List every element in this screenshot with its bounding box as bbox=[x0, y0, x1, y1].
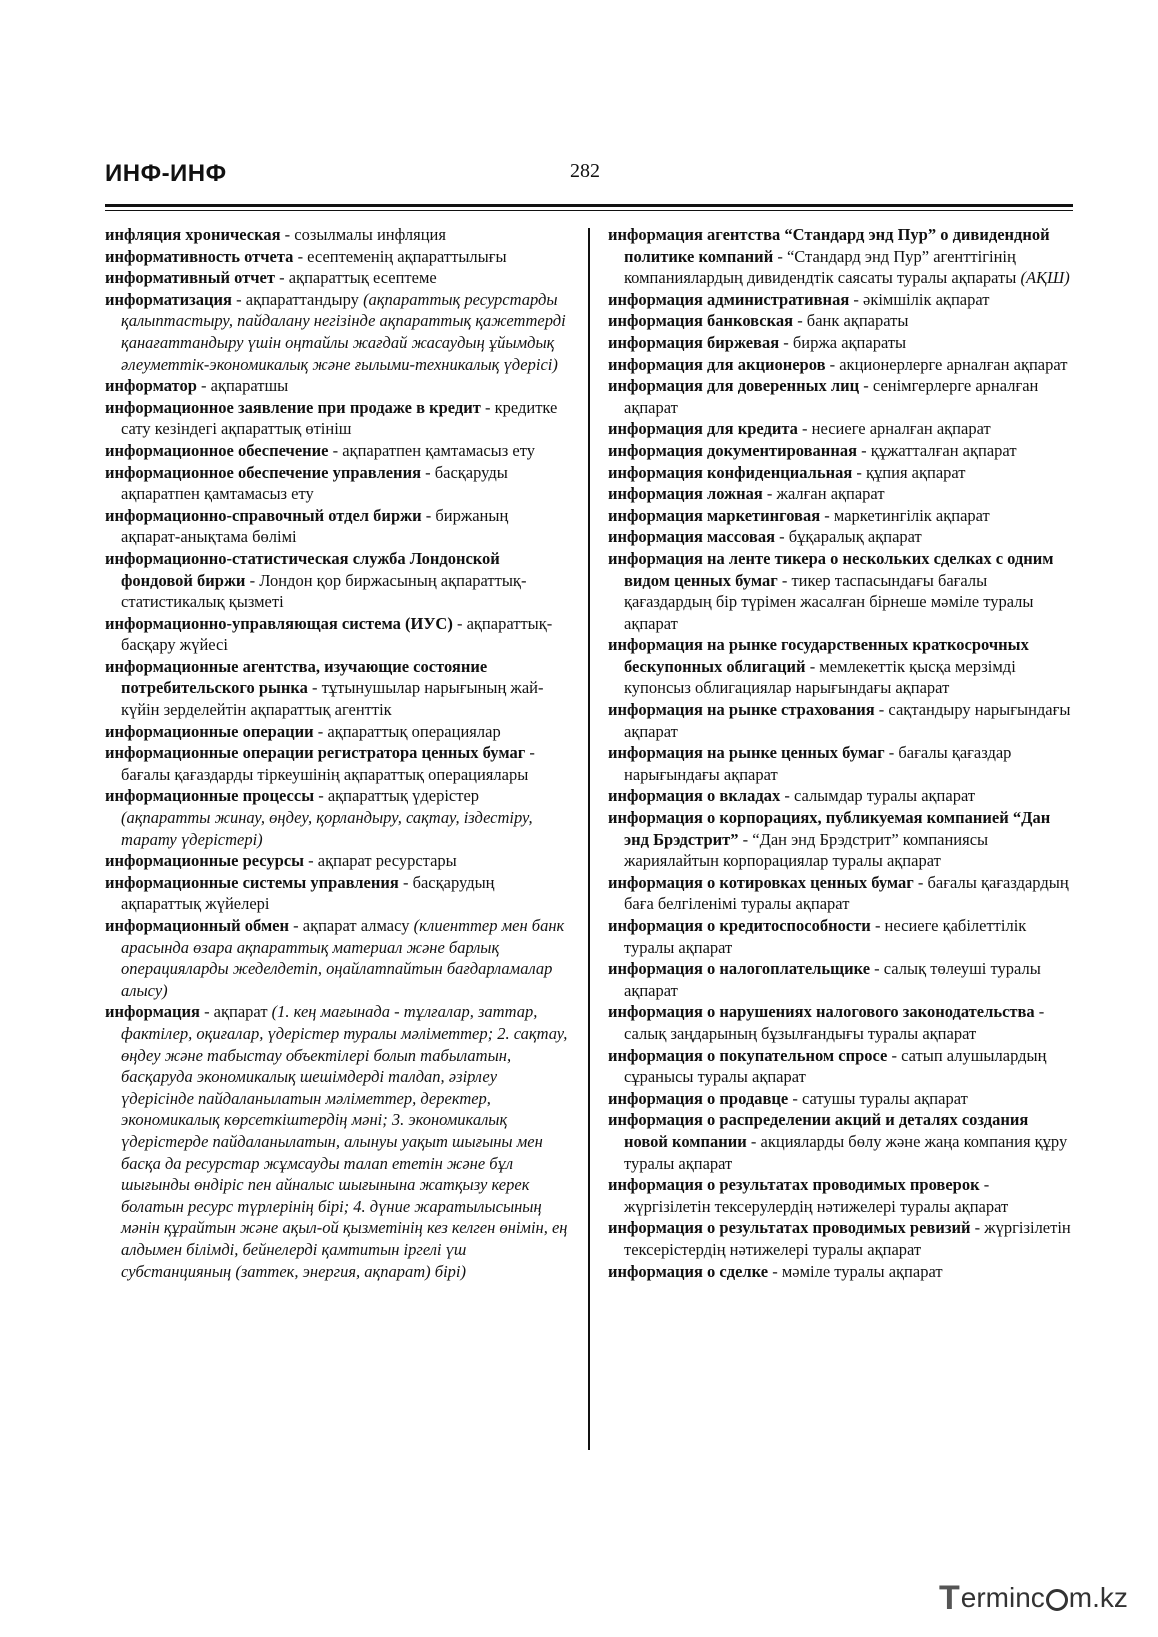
dictionary-entry bbox=[608, 375, 1074, 418]
dictionary-entry bbox=[105, 224, 570, 246]
dictionary-entry bbox=[105, 656, 570, 721]
entry-definition: - ақпараттық-басқару жүйесі bbox=[121, 613, 553, 655]
entry-term: информационный обмен bbox=[105, 916, 290, 935]
entry-definition: - жүргізілетін тексерістердің нәтижелері туралы ақпарат bbox=[624, 1218, 1071, 1259]
entry-term: информация на рынке ценных бумаг bbox=[608, 743, 885, 763]
entry-definition: - акцияларды бөлу және жаңа компания құру туралы ақпарат bbox=[624, 1131, 1068, 1173]
entry-term: информатизация bbox=[105, 289, 232, 309]
dictionary-entry bbox=[608, 354, 1074, 376]
entry-definition: - құжатталған ақпарат bbox=[857, 440, 1017, 460]
entry-definition: - жүргізілетін тексерулердің нәтижелері туралы ақпарат bbox=[624, 1175, 1009, 1216]
dictionary-entry bbox=[608, 440, 1074, 462]
entry-definition: - ақпарат bbox=[199, 1002, 272, 1022]
entry-definition: - бағалы қағаздар нарығындағы ақпарат bbox=[624, 743, 1012, 784]
dictionary-entry bbox=[608, 483, 1074, 505]
page-number: 282 bbox=[570, 160, 600, 182]
entry-note: (ақпараттық ресурстарды қалыптастыру, пайдалану негізінде ақпараттық қажеттерді қанағаттандыру үшін оңтайлы жағдай жасаудың ұйымдық әлеуметтік-экономикалық және ғылыми-техникалық үдерісі) bbox=[121, 289, 566, 374]
entry-definition: - Лондон қор биржасының ақпараттық-статистикалық қызметі bbox=[121, 570, 527, 612]
entry-definition: - маркетингілік ақпарат bbox=[820, 505, 990, 525]
entry-definition: - “Стандард энд Пур” агенттігінің компаниялардың дивидендтік саясаты туралы ақпараты bbox=[624, 246, 1021, 288]
entry-term: информация bbox=[105, 1002, 200, 1022]
entry-definition: - әкімшілік ақпарат bbox=[849, 289, 990, 309]
entry-definition: - жалған ақпарат bbox=[762, 484, 885, 504]
entry-definition: - құпия ақпарат bbox=[852, 462, 966, 482]
dictionary-entry bbox=[608, 785, 1074, 807]
dictionary-entry bbox=[105, 267, 570, 289]
dictionary-entry bbox=[608, 1001, 1074, 1044]
dictionary-entry bbox=[608, 224, 1074, 289]
dictionary-entry bbox=[608, 289, 1074, 311]
entry-term: инфляция хроническая bbox=[105, 225, 281, 244]
dictionary-entry bbox=[608, 634, 1074, 699]
entry-definition: - сақтандыру нарығындағы ақпарат bbox=[624, 700, 1071, 741]
entry-definition: - биржа ақпараты bbox=[779, 332, 907, 352]
entry-definition: - басқарудың ақпараттық жүйелері bbox=[121, 872, 495, 914]
entry-term: информация агентства “Стандард энд Пур” о дивидендной политике компаний bbox=[608, 225, 1050, 266]
entry-term: информация на рынке страхования bbox=[608, 700, 875, 720]
left-column bbox=[105, 224, 570, 1282]
dictionary-entry bbox=[105, 721, 570, 743]
dictionary-entry bbox=[105, 375, 570, 397]
entry-term: информация о покупательном спросе bbox=[608, 1045, 888, 1065]
entry-definition: - мәміле туралы ақпарат bbox=[768, 1261, 943, 1281]
entry-definition: - “Дан энд Брэдстрит” компаниясы жариялайтын корпорациялар туралы ақпарат bbox=[624, 829, 989, 871]
entry-definition: - салық заңдарының бұзылғандығы туралы ақпарат bbox=[624, 1002, 1045, 1043]
header-rule-thick bbox=[105, 204, 1073, 207]
entry-note: (клиенттер мен банк арасында өзара ақпараттық материал және барлық операцияларды жеделдетіп, оңайлатпайтын бағдарламалар алысу) bbox=[121, 916, 565, 1000]
dictionary-entry bbox=[608, 1109, 1074, 1174]
entry-term: информация о результатах проводимых ревизий bbox=[608, 1218, 971, 1238]
dictionary-entry bbox=[608, 310, 1074, 332]
dictionary-entry bbox=[608, 807, 1074, 872]
dictionary-entry bbox=[105, 462, 570, 505]
circle-o-icon bbox=[1046, 1589, 1068, 1611]
dictionary-entry bbox=[608, 332, 1074, 354]
dictionary-entry bbox=[608, 418, 1074, 440]
entry-definition: - бағалы қағаздардың баға белгіленімі туралы ақпарат bbox=[624, 872, 1069, 914]
entry-definition: - тұтынушылар нарығының жай-күйін зерделейтін ақпараттық агенттік bbox=[121, 678, 544, 720]
entry-term: информационные процессы bbox=[105, 786, 315, 806]
entry-term: информационно-управляющая система (ИУС) bbox=[105, 613, 453, 633]
entry-definition: - банк ақпараты bbox=[793, 311, 909, 331]
dictionary-entry bbox=[608, 1045, 1074, 1088]
entry-definition: - бұқаралық ақпарат bbox=[775, 527, 922, 547]
page-header bbox=[105, 160, 1073, 208]
entry-definition: - сатушы туралы ақпарат bbox=[788, 1088, 968, 1108]
dictionary-entry bbox=[608, 1217, 1074, 1260]
dictionary-entry bbox=[608, 526, 1074, 548]
entry-definition: - ақпарат ресурстары bbox=[304, 851, 457, 871]
entry-note: (АҚШ) bbox=[1020, 268, 1070, 288]
entry-term: информация для акционеров bbox=[608, 354, 826, 374]
entry-term: информация о котировках ценных бумаг bbox=[608, 872, 914, 892]
entry-term: информация о продавце bbox=[608, 1088, 789, 1108]
dictionary-entry bbox=[608, 915, 1074, 958]
dictionary-entry bbox=[105, 915, 570, 1001]
entry-definition: - бағалы қағаздарды тіркеушінің ақпараттық операциялары bbox=[121, 743, 535, 784]
dictionary-entry bbox=[608, 505, 1074, 527]
entry-term: информационные ресурсы bbox=[105, 851, 305, 871]
dictionary-entry bbox=[105, 440, 570, 462]
entry-note: (1. кең мағынада - тұлғалар, заттар, фактілер, оқиғалар, үдерістер туралы мәліметтер; 2. сақтау, өңдеу және табыстау объектілері болып табылатын, басқаруда экономикалық шешімдерді талдап, әзірлеу үдерісінде пайдаланылатын мәліметтер, деректер, экономикалық көрсеткіштердің мәні; 3. экономикалық үдерістерде пайдаланылатын, алынуы уақыт шығыны мен басқа да ресурстар жұмсауды талап ететін және бұл шығынды өндіріс пен айналыс шығынына жатқызу керек болатын ресурс түрлерінің бірі; 4. дүние жаратылысының мәнін құрайтын және ақыл-ой қызметінің кез келген өнімін, ең алдымен білімді, бейнелерді қамтитын іргелі үш субстанцияның (заттек, энергия, ақпарат) бірі) bbox=[121, 1002, 568, 1281]
entry-definition: - мемлекеттік қысқа мерзімді купонсыз облигациялар нарығындағы ақпарат bbox=[624, 656, 1016, 698]
entry-note: (ақпаратты жинау, өңдеу, қорландыру, сақтау, іздестіру, тарату үдерістері) bbox=[121, 808, 533, 849]
entry-term: информационные операции bbox=[105, 721, 314, 741]
entry-term: информация массовая bbox=[608, 527, 775, 547]
dictionary-entry bbox=[105, 1001, 570, 1282]
dictionary-entry bbox=[608, 1261, 1074, 1283]
entry-term: информационные системы управления bbox=[105, 872, 399, 892]
entry-term: информация конфиденциальная bbox=[608, 462, 853, 482]
entry-term: информатор bbox=[105, 376, 197, 396]
entry-definition: - ақпаратшы bbox=[196, 376, 289, 396]
entry-term: информация о кредитоспособности bbox=[608, 916, 871, 935]
running-head: ИНФ-ИНФ bbox=[105, 160, 227, 187]
entry-term: информационное обеспечение bbox=[105, 440, 329, 460]
dictionary-entry bbox=[105, 505, 570, 548]
dictionary-entry bbox=[608, 742, 1074, 785]
entry-term: информация о нарушениях налогового законодательства bbox=[608, 1002, 1035, 1022]
dictionary-entry bbox=[608, 958, 1074, 1001]
dictionary-entry bbox=[105, 246, 570, 268]
column-divider bbox=[588, 228, 590, 1450]
entry-definition: - ақпараттық үдерістер bbox=[314, 786, 480, 806]
dictionary-entry bbox=[608, 462, 1074, 484]
header-rule-thin bbox=[105, 210, 1073, 211]
entry-term: информация на ленте тикера о нескольких сделках с одним видом ценных бумаг bbox=[608, 548, 1054, 590]
entry-definition: - созылмалы инфляция bbox=[280, 225, 446, 244]
entry-term: информация для кредита bbox=[608, 419, 798, 439]
entry-definition: - ақпаратпен қамтамасыз ету bbox=[328, 440, 535, 460]
entry-definition: - биржаның ақпарат-анықтама бөлімі bbox=[121, 505, 509, 547]
dictionary-entry bbox=[105, 742, 570, 785]
entry-term: информация о корпорациях, публикуемая компанией “Дан энд Брэдстрит” bbox=[608, 808, 1051, 849]
dictionary-entry bbox=[608, 872, 1074, 915]
dictionary-entry bbox=[608, 699, 1074, 742]
termincom-logo: T erminc m.kz bbox=[939, 1578, 1128, 1617]
entry-term: информация документированная bbox=[608, 440, 857, 460]
entry-definition: - акционерлерге арналған ақпарат bbox=[825, 354, 1068, 374]
entry-term: информационно-статистическая служба Лондонской фондовой биржи bbox=[105, 548, 500, 590]
entry-term: информация ложная bbox=[608, 484, 763, 504]
entry-term: информационно-справочный отдел биржи bbox=[105, 505, 422, 525]
entry-definition: - тикер таспасындағы бағалы қағаздардың бір түрімен жасалған бірнеше мәміле туралы ақпарат bbox=[624, 570, 1034, 633]
entry-term: информация о вкладах bbox=[608, 786, 781, 806]
entry-term: информация для доверенных лиц bbox=[608, 376, 860, 396]
entry-definition: - ақпараттық операциялар bbox=[313, 721, 501, 741]
entry-term: информационное заявление при продаже в кредит bbox=[105, 397, 481, 417]
entry-definition: - сатып алушылардың сұранысы туралы ақпарат bbox=[624, 1045, 1047, 1087]
dictionary-entry bbox=[608, 1174, 1074, 1217]
dictionary-entry bbox=[105, 397, 570, 440]
entry-term: информационные агентства, изучающие состояние потребительского рынка bbox=[105, 656, 488, 698]
entry-term: информация о налогоплательщике bbox=[608, 959, 871, 979]
entry-definition: - несиеге қабілеттілік туралы ақпарат bbox=[624, 916, 1027, 957]
entry-definition: - ақпараттық есептеме bbox=[274, 268, 437, 288]
dictionary-entry bbox=[105, 548, 570, 613]
entry-term: информация маркетинговая bbox=[608, 505, 821, 525]
entry-definition: - салық төлеуші туралы ақпарат bbox=[624, 959, 1041, 1000]
entry-definition: - несиеге арналған ақпарат bbox=[797, 419, 991, 439]
entry-term: информация биржевая bbox=[608, 332, 780, 352]
entry-definition: - басқаруды ақпаратпен қамтамасыз ету bbox=[121, 462, 508, 504]
entry-definition: - сенімгерлерге арналған ақпарат bbox=[624, 376, 1039, 417]
right-column bbox=[608, 224, 1074, 1282]
dictionary-entry bbox=[105, 872, 570, 915]
entry-term: информационное обеспечение управления bbox=[105, 462, 421, 482]
entry-definition: - есептеменің ақпараттылығы bbox=[293, 246, 507, 266]
dictionary-entry bbox=[105, 613, 570, 656]
entry-definition: - салымдар туралы ақпарат bbox=[780, 786, 976, 806]
entry-term: информация о распределении акций и деталях создания новой компании bbox=[608, 1110, 1029, 1151]
entry-term: информативный отчет bbox=[105, 268, 275, 288]
entry-term: информация о сделке bbox=[608, 1261, 769, 1281]
entry-term: информация о результатах проводимых проверок bbox=[608, 1175, 980, 1195]
entry-definition: - ақпарат алмасу bbox=[289, 916, 414, 935]
dictionary-entry bbox=[105, 785, 570, 850]
entry-term: информативность отчета bbox=[105, 246, 294, 266]
entry-term: информация административная bbox=[608, 289, 850, 309]
dictionary-entry bbox=[105, 850, 570, 872]
entry-term: информация банковская bbox=[608, 311, 794, 331]
dictionary-entry bbox=[608, 548, 1074, 634]
entry-definition: - ақпараттандыру bbox=[232, 289, 364, 309]
entry-definition: - кредитке сату кезіндегі ақпараттық өтініш bbox=[121, 397, 558, 439]
entry-term: информация на рынке государственных краткосрочных бескупонных облигаций bbox=[608, 635, 1029, 676]
dictionary-entry bbox=[608, 1088, 1074, 1110]
entry-term: информационные операции регистратора ценных бумаг bbox=[105, 743, 526, 763]
dictionary-entry bbox=[105, 289, 570, 375]
